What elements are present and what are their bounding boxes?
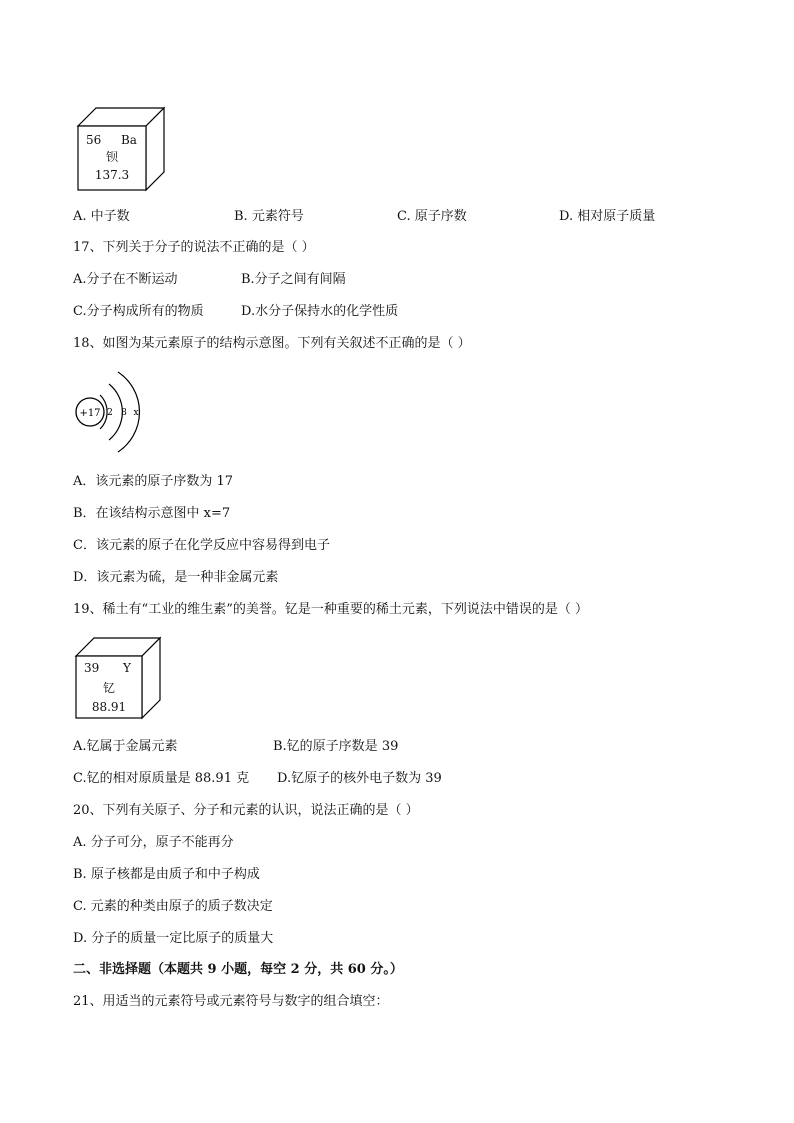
q16-option-d: D. 相对原子质量 [559, 209, 656, 224]
q16-option-c: C. 原子序数 [397, 209, 467, 224]
q18-option-c: C．该元素的原子在化学反应中容易得到电子 [73, 538, 330, 553]
q21-stem: 21、用适当的元素符号或元素符号与数字的组合填空： [73, 994, 389, 1009]
atomic-number: 56 [86, 133, 102, 147]
element-cube-ba [76, 106, 168, 194]
shell-2-electrons: 8 [121, 408, 127, 418]
section-heading: 二、非选择题（本题共 9 小题，每空 2 分，共 60 分。） [73, 962, 403, 977]
atomic-structure-diagram [72, 366, 152, 462]
atomic-mass: 88.91 [91, 700, 127, 714]
q18-option-a: A．该元素的原子序数为 17 [73, 474, 234, 489]
q19-option-d: D.钇原子的核外电子数为 39 [277, 771, 442, 786]
q18-option-d: D．该元素为硫，是一种非金属元素 [73, 570, 279, 585]
q19-option-c: C.钇的相对原质量是 88.91 克 [73, 771, 250, 786]
nucleus-charge: +17 [79, 408, 101, 419]
atomic-number: 39 [84, 661, 100, 675]
q16-option-a: A. 中子数 [73, 209, 130, 224]
q20-stem: 20、下列有关原子、分子和元素的认识，说法正确的是（ ） [73, 803, 419, 818]
q16-option-b: B. 元素符号 [234, 209, 304, 224]
q17-option-a: A.分子在不断运动 [73, 272, 178, 287]
element-symbol: Y [122, 661, 131, 675]
element-symbol: Ba [120, 133, 137, 147]
q17-stem: 17、下列关于分子的说法不正确的是（ ） [73, 240, 315, 255]
q19-stem: 19、稀土有“工业的维生素”的美誉。钇是一种重要的稀土元素，下列说法中错误的是（ ） [73, 602, 588, 617]
q19-option-a: A.钇属于金属元素 [73, 739, 178, 754]
q20-option-a: A. 分子可分，原子不能再分 [73, 835, 234, 850]
q18-option-b: B．在该结构示意图中 x=7 [73, 506, 231, 521]
q17-option-d: D.水分子保持水的化学性质 [241, 304, 399, 319]
q20-option-b: B. 原子核都是由质子和中子构成 [73, 867, 260, 882]
element-name: 钇 [102, 681, 115, 695]
q19-option-b: B.钇的原子序数是 39 [273, 739, 399, 754]
shell-3-electrons: x [133, 408, 139, 418]
q17-option-b: B.分子之间有间隔 [241, 272, 346, 287]
q17-option-c: C.分子构成所有的物质 [73, 304, 204, 319]
element-name: 钡 [105, 150, 118, 164]
atomic-mass: 137.3 [94, 168, 130, 182]
q20-option-d: D. 分子的质量一定比原子的质量大 [73, 931, 274, 946]
element-cube-y [74, 636, 164, 722]
q20-option-c: C. 元素的种类由原子的质子数决定 [73, 899, 273, 914]
q18-stem: 18、如图为某元素原子的结构示意图。下列有关叙述不正确的是（ ） [73, 336, 471, 351]
shell-1-electrons: 2 [107, 408, 113, 418]
